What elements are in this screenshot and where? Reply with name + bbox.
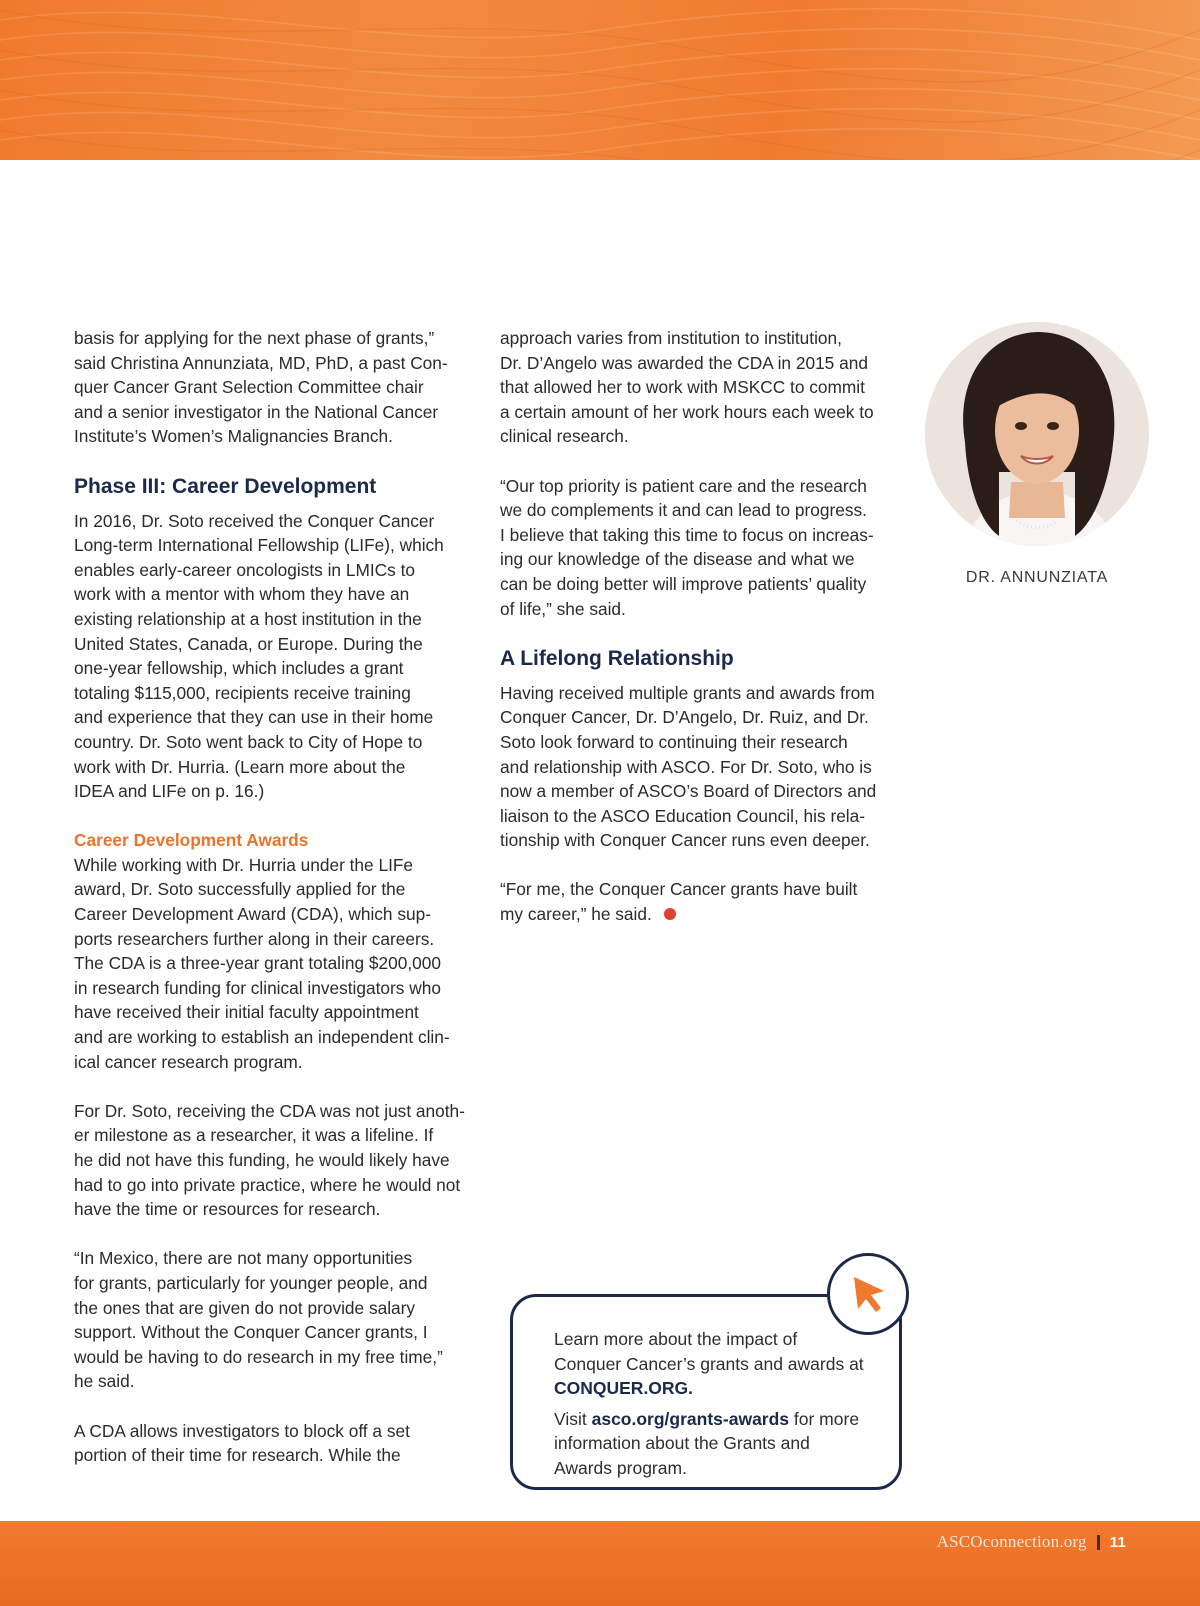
paragraph: Having received multiple grants and awards from Conquer Cancer, Dr. D’Angelo, Dr. Ruiz, and Dr. Soto look forward to continuing their research and relationship with ASCO. For Dr. Soto, who is now a member of ASCO’s Board of Directors and liaison to the ASCO Education Council, his rela- tionship with Conquer Cancer runs even deeper. (500, 682, 877, 851)
subheading: Career Development Awards (74, 830, 309, 851)
conquer-org-link[interactable]: CONQUER.ORG. (554, 1378, 694, 1399)
portrait-illustration (925, 322, 1149, 546)
callout-text-part: Learn more about the impact of Conquer Cancer’s grants and awards at (554, 1329, 864, 1374)
asco-grants-link[interactable]: asco.org/grants-awards (591, 1408, 790, 1429)
photo-caption: DR. ANNUNZIATA (965, 569, 1109, 586)
section-heading: Phase III: Career Development (74, 474, 377, 498)
footer-separator (1097, 1535, 1100, 1550)
paragraph: basis for applying for the next phase of grants,” said Christina Annunziata, MD, PhD, a past Con- quer Cancer Grant Selection Committee chair and a senior investigator in the National Cancer Institute’s Women’s Malignancies Branch. (74, 328, 448, 447)
cursor-arrow-icon (850, 1274, 890, 1316)
cursor-badge (827, 1253, 909, 1335)
closing-quote-paragraph (500, 877, 910, 926)
article-column-right (500, 326, 910, 951)
paragraph: approach varies from institution to institution, Dr. D’Angelo was awarded the CDA in 2015 and that allowed her to work with MSKCC to commit a certain amount of her work hours each week to clinical research. (500, 328, 874, 447)
paragraph: While working with Dr. Hurria under the LIFe award, Dr. Soto successfully applied for the Career Development Award (CDA), which sup- ports researchers further along in their careers. The CDA is a three-year grant totaling $200,000 in research funding for clinical investigators who have received their initial faculty appointment and are working to establish an independent clin- ical cancer research program. (74, 854, 450, 1072)
paragraph: For Dr. Soto, receiving the CDA was not just anoth- er milestone as a researcher, it was a lifeline. If he did not have this funding, he would likely have had to go into private practice, where he would not have the time or resources for research. (74, 1100, 465, 1220)
end-mark-icon (664, 908, 676, 920)
quote-paragraph: “In Mexico, there are not many opportunities for grants, particularly for younger people, and the ones that are given do not provide salary support. Without the Conquer Cancer grants, I would be having to do research in my free time,” he said. (74, 1248, 443, 1392)
callout-text-part: Visit (554, 1408, 592, 1429)
portrait-photo (925, 322, 1149, 546)
section-heading: A Lifelong Relationship (500, 646, 734, 670)
page-number: 11 (1109, 1533, 1126, 1551)
wave-pattern-decoration (0, 0, 1200, 160)
paragraph: A CDA allows investigators to block off a set portion of their time for research. While the (74, 1420, 410, 1466)
page-footer (937, 1532, 1126, 1552)
quote-paragraph: “Our top priority is patient care and the research we do complements it and can lead to progress. I believe that taking this time to focus on increas- ing our knowledge of the disease and what we can be doing better will improve patients’ quality of life,” she said. (500, 475, 874, 619)
callout-text (554, 1327, 864, 1487)
top-header-band (0, 0, 1200, 160)
callout-line-2 (554, 1407, 864, 1481)
callout-line-1 (554, 1327, 864, 1401)
callout-text-part: for more information about the Grants and Awards program. (554, 1408, 860, 1478)
paragraph: In 2016, Dr. Soto received the Conquer Cancer Long-term International Fellowship (LIFe), which enables early-career oncologists in LMICs to work with a mentor with whom they have an existing relationship at a host institution in the United States, Canada, or Europe. During the one-year fellowship, which includes a grant totaling $115,000, recipients receive training and experience that they can use in their home country. Dr. Soto went back to City of Hope to work with Dr. Hurria. (Learn more about the IDEA and LIFe on p. 16.) (74, 510, 444, 802)
closing-quote-text: “For me, the Conquer Cancer grants have built my career,” he said. (500, 879, 858, 925)
article-column-left (74, 326, 484, 1492)
footer-site-link[interactable]: ASCOconnection.org (936, 1532, 1087, 1551)
